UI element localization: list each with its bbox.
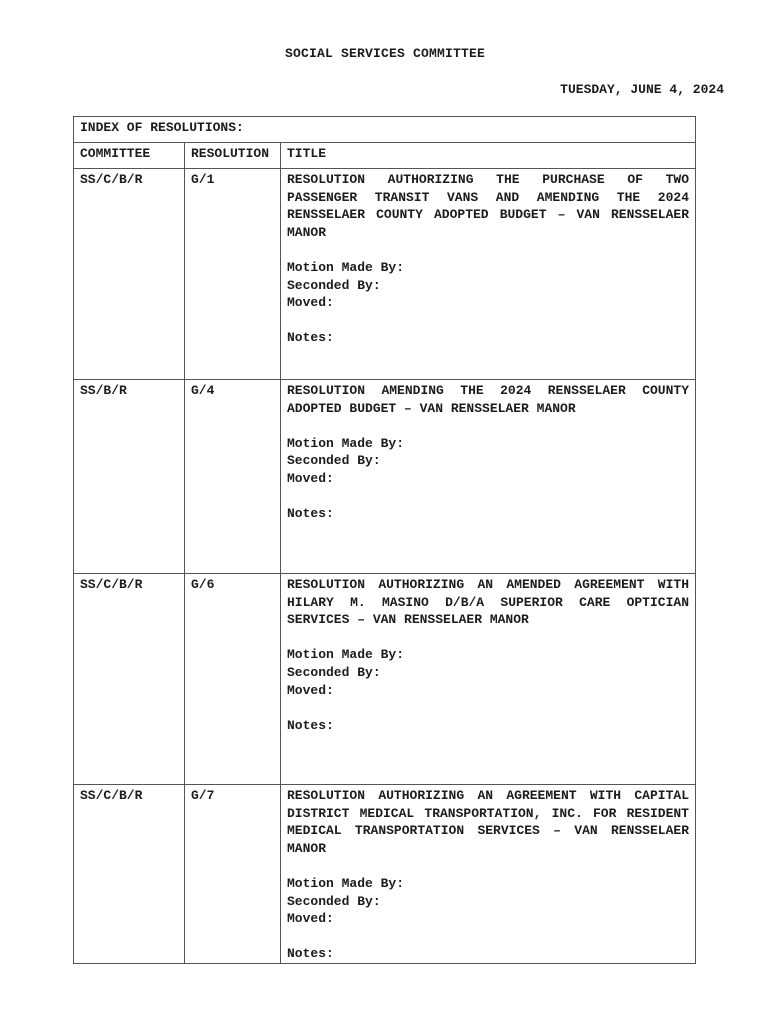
resolution-title: RESOLUTION AUTHORIZING AN AMENDED AGREEMENT WITH HILARY M. MASINO D/B/A SUPERIOR CARE OPTICIAN SERVICES – VAN RENSSELAER MANOR — [287, 577, 689, 628]
column-header-committee: COMMITTEE — [74, 143, 185, 169]
notes-label: Notes: — [287, 506, 334, 522]
moved-label: Moved: — [287, 295, 334, 311]
seconded-by-label: Seconded By: — [287, 893, 381, 909]
motion-made-by-label: Motion Made By: — [287, 435, 405, 451]
committee-cell: SS/C/B/R — [74, 169, 185, 380]
motion-made-by-label: Motion Made By: — [287, 647, 405, 663]
moved-label: Moved: — [287, 682, 334, 698]
moved-label: Moved: — [287, 911, 334, 927]
committee-cell: SS/C/B/R — [74, 574, 185, 785]
notes-label: Notes: — [287, 330, 334, 346]
resolution-cell: G/6 — [185, 574, 281, 785]
seconded-by-label: Seconded By: — [287, 664, 381, 680]
resolution-cell: G/4 — [185, 380, 281, 574]
notes-label: Notes: — [287, 717, 334, 733]
column-header-resolution: RESOLUTION — [185, 143, 281, 169]
seconded-by-label: Seconded By: — [287, 277, 381, 293]
column-header-title: TITLE — [281, 143, 696, 169]
table-row — [74, 169, 696, 380]
resolution-cell: G/1 — [185, 169, 281, 380]
committee-cell: SS/B/R — [74, 380, 185, 574]
page-title: SOCIAL SERVICES COMMITTEE — [284, 46, 486, 61]
table-row — [74, 574, 696, 785]
title-cell — [281, 785, 696, 964]
title-cell — [281, 574, 696, 785]
notes-label: Notes: — [287, 946, 334, 962]
meeting-date: TUESDAY, JUNE 4, 2024 — [560, 82, 724, 97]
table-row — [74, 785, 696, 964]
committee-cell: SS/C/B/R — [74, 785, 185, 964]
resolutions-index-table — [73, 116, 696, 964]
motion-made-by-label: Motion Made By: — [287, 875, 405, 891]
index-label: INDEX OF RESOLUTIONS: — [74, 117, 696, 143]
table-row — [74, 380, 696, 574]
motion-made-by-label: Motion Made By: — [287, 259, 405, 275]
seconded-by-label: Seconded By: — [287, 453, 381, 469]
index-header-row — [74, 117, 696, 143]
title-cell — [281, 380, 696, 574]
resolution-title: RESOLUTION AUTHORIZING AN AGREEMENT WITH CAPITAL DISTRICT MEDICAL TRANSPORTATION, INC. FOR RESIDENT MEDICAL TRANSPORTATION SERVICES – VAN RENSSELAER MANOR — [287, 788, 689, 856]
column-header-row — [74, 143, 696, 169]
resolution-title: RESOLUTION AMENDING THE 2024 RENSSELAER COUNTY ADOPTED BUDGET – VAN RENSSELAER MANOR — [287, 383, 689, 416]
resolution-cell: G/7 — [185, 785, 281, 964]
moved-label: Moved: — [287, 470, 334, 486]
title-cell — [281, 169, 696, 380]
resolution-title: RESOLUTION AUTHORIZING THE PURCHASE OF TWO PASSENGER TRANSIT VANS AND AMENDING THE 2024 RENSSELAER COUNTY ADOPTED BUDGET – VAN RENSSELAER MANOR — [287, 172, 689, 240]
